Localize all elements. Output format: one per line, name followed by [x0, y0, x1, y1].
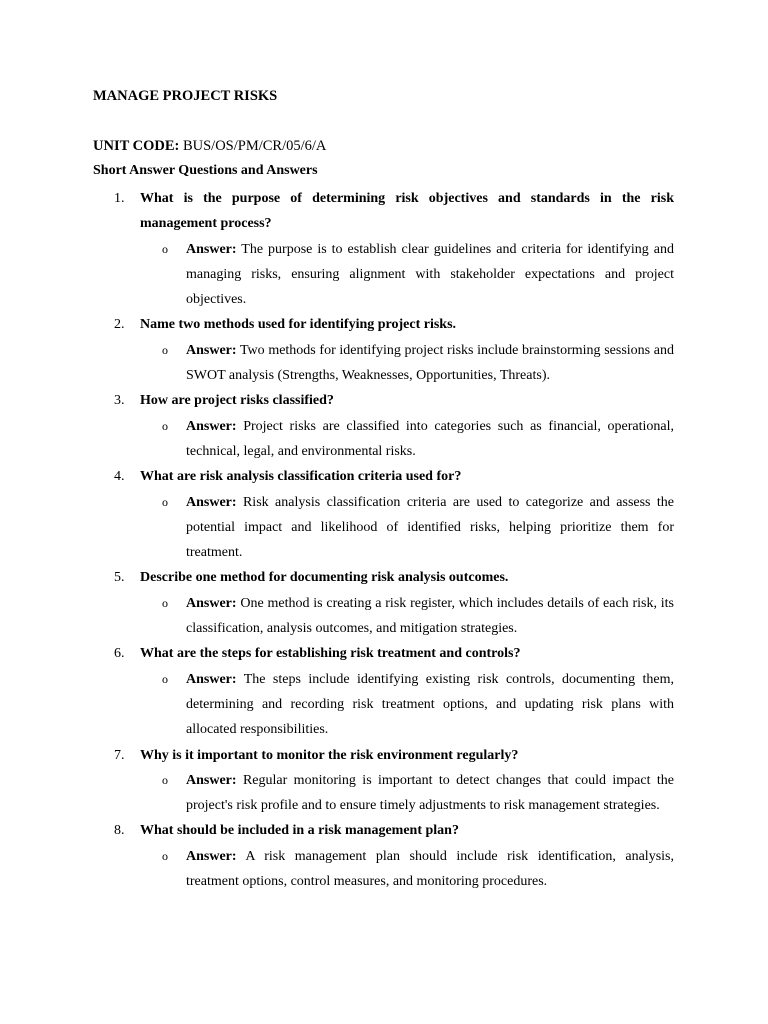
answer-label: Answer:: [186, 772, 237, 788]
qa-item: [0, 464, 768, 565]
question-row: [114, 312, 674, 337]
bullet-icon: o: [162, 494, 168, 509]
bullet-icon: o: [162, 595, 168, 610]
answer-row: [162, 768, 674, 819]
question-row: [114, 186, 674, 237]
question-row: [114, 743, 674, 768]
answer-body: Regular monitoring is important to detect changes that could impact the project's risk profile and to ensure timely adjustments to risk management strategies.: [186, 772, 674, 814]
answer-label: Answer:: [186, 595, 237, 611]
question-number: 5.: [114, 570, 125, 586]
unit-code-line: [93, 136, 326, 156]
question-text: What is the purpose of determining risk objectives and standards in the risk management process?: [140, 191, 674, 232]
question-number: 2.: [114, 317, 125, 333]
qa-item: [0, 312, 768, 388]
answer-body: The steps include identifying existing risk controls, documenting them, determining and recording risk treatment options, and updating risk plans with allocated responsibilities.: [186, 671, 674, 738]
question-text: What are risk analysis classification criteria used for?: [140, 469, 462, 485]
answer-body: A risk management plan should include risk identification, analysis, treatment options, control measures, and monitoring procedures.: [186, 848, 674, 890]
answer-body: Project risks are classified into categories such as financial, operational, technical, legal, and environmental risks.: [186, 418, 675, 459]
question-row: [114, 464, 674, 489]
qa-item: [0, 186, 768, 312]
question-text: How are project risks classified?: [140, 393, 334, 409]
unit-code-label: UNIT CODE:: [93, 138, 180, 154]
qa-item: [0, 743, 768, 819]
question-number: 6.: [114, 646, 125, 662]
answer-row: [162, 591, 674, 642]
question-text: What are the steps for establishing risk treatment and controls?: [140, 646, 521, 662]
question-text: Why is it important to monitor the risk environment regularly?: [140, 747, 519, 763]
answer-body: Two methods for identifying project risks include brainstorming sessions and SWOT analysis (Strengths, Weaknesses, Opportunities, Threats).: [186, 342, 674, 384]
answer-text: [186, 237, 674, 313]
qa-item: [0, 818, 768, 894]
answer-text: [186, 667, 674, 743]
question-text: What should be included in a risk management plan?: [140, 823, 459, 839]
answer-row: [162, 490, 675, 566]
answer-label: Answer:: [186, 241, 237, 257]
answer-row: [162, 237, 674, 313]
bullet-icon: o: [162, 848, 168, 863]
question-number: 8.: [114, 823, 125, 839]
qa-item: [0, 565, 768, 641]
unit-code-value: BUS/OS/PM/CR/05/6/A: [182, 138, 327, 154]
answer-body: Risk analysis classification criteria are used to categorize and assess the potential impact and likelihood of identified risks, helping prioritize them for treatment.: [186, 494, 675, 561]
answer-text: [186, 768, 674, 819]
answer-label: Answer:: [186, 494, 237, 510]
question-row: [114, 641, 674, 666]
bullet-icon: o: [162, 342, 168, 357]
answer-text: [186, 338, 674, 389]
answer-text: [186, 414, 674, 465]
question-number: 1.: [114, 191, 125, 206]
question-text: Name two methods used for identifying project risks.: [140, 317, 457, 333]
question-number: 7.: [114, 747, 125, 763]
answer-body: One method is creating a risk register, which includes details of each risk, its classification, analysis outcomes, and mitigation strategies.: [186, 595, 674, 637]
answer-text: [186, 490, 674, 566]
answer-label: Answer:: [186, 418, 237, 434]
question-text: Describe one method for documenting risk analysis outcomes.: [140, 570, 509, 586]
answer-label: Answer:: [186, 848, 237, 864]
answer-row: [162, 667, 674, 743]
qa-item: [0, 641, 768, 742]
question-number: 4.: [114, 469, 125, 485]
section-heading: Short Answer Questions and Answers: [93, 163, 318, 178]
answer-body: The purpose is to establish clear guidelines and criteria for identifying and managing risks, ensuring alignment with stakeholder expectations and project objectives.: [186, 241, 674, 308]
bullet-icon: o: [162, 241, 168, 256]
question-row: [114, 565, 674, 590]
answer-label: Answer:: [186, 671, 237, 687]
qa-list: [0, 186, 768, 894]
answer-label: Answer:: [186, 342, 237, 358]
question-number: 3.: [114, 393, 125, 409]
bullet-icon: o: [162, 772, 168, 787]
answer-text: [186, 591, 674, 642]
answer-row: [162, 338, 674, 389]
question-row: [114, 388, 674, 413]
answer-row: [162, 844, 674, 895]
bullet-icon: o: [162, 671, 168, 686]
answer-row: [162, 414, 675, 465]
qa-item: [0, 388, 768, 464]
answer-text: [186, 844, 674, 895]
document-title: MANAGE PROJECT RISKS: [93, 88, 278, 104]
question-row: [114, 818, 674, 843]
bullet-icon: o: [162, 418, 168, 433]
